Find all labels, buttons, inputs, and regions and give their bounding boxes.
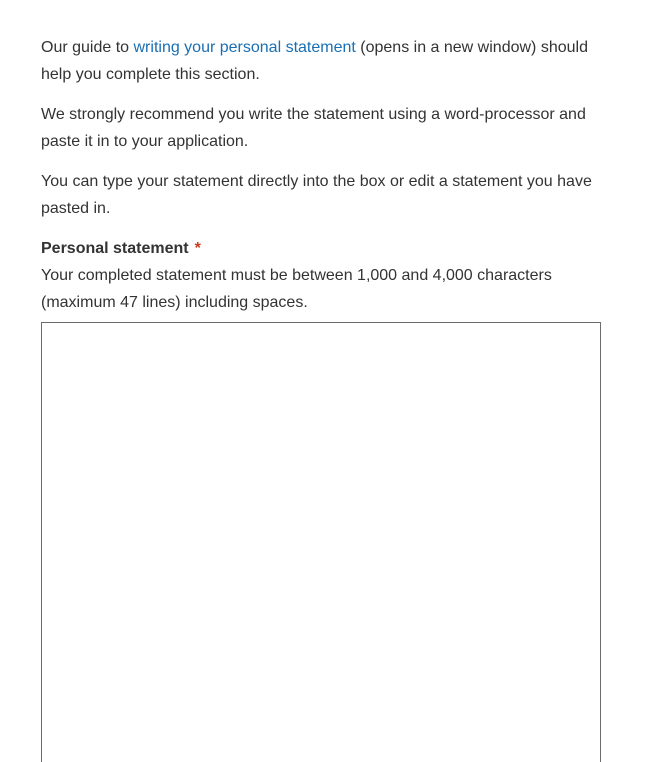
personal-statement-guide-link[interactable]: writing your personal statement xyxy=(133,39,356,56)
intro-text-after-link: (opens in a new window) should help you complete this section. xyxy=(41,39,588,83)
field-label-text: Personal statement xyxy=(41,240,189,257)
intro-paragraph xyxy=(41,34,601,88)
personal-statement-textarea[interactable] xyxy=(41,322,601,762)
personal-statement-section xyxy=(41,34,601,762)
recommendation-paragraph: We strongly recommend you write the statement using a word-processor and paste it in to your application. xyxy=(41,106,586,150)
intro-text-before-link: Our guide to xyxy=(41,39,134,56)
required-marker: * xyxy=(194,240,201,257)
instruction-paragraph: You can type your statement directly into the box or edit a statement you have pasted in. xyxy=(41,173,592,217)
field-label xyxy=(41,235,601,262)
field-hint: Your completed statement must be between 1,000 and 4,000 characters (maximum 47 lines) including spaces. xyxy=(41,267,552,311)
